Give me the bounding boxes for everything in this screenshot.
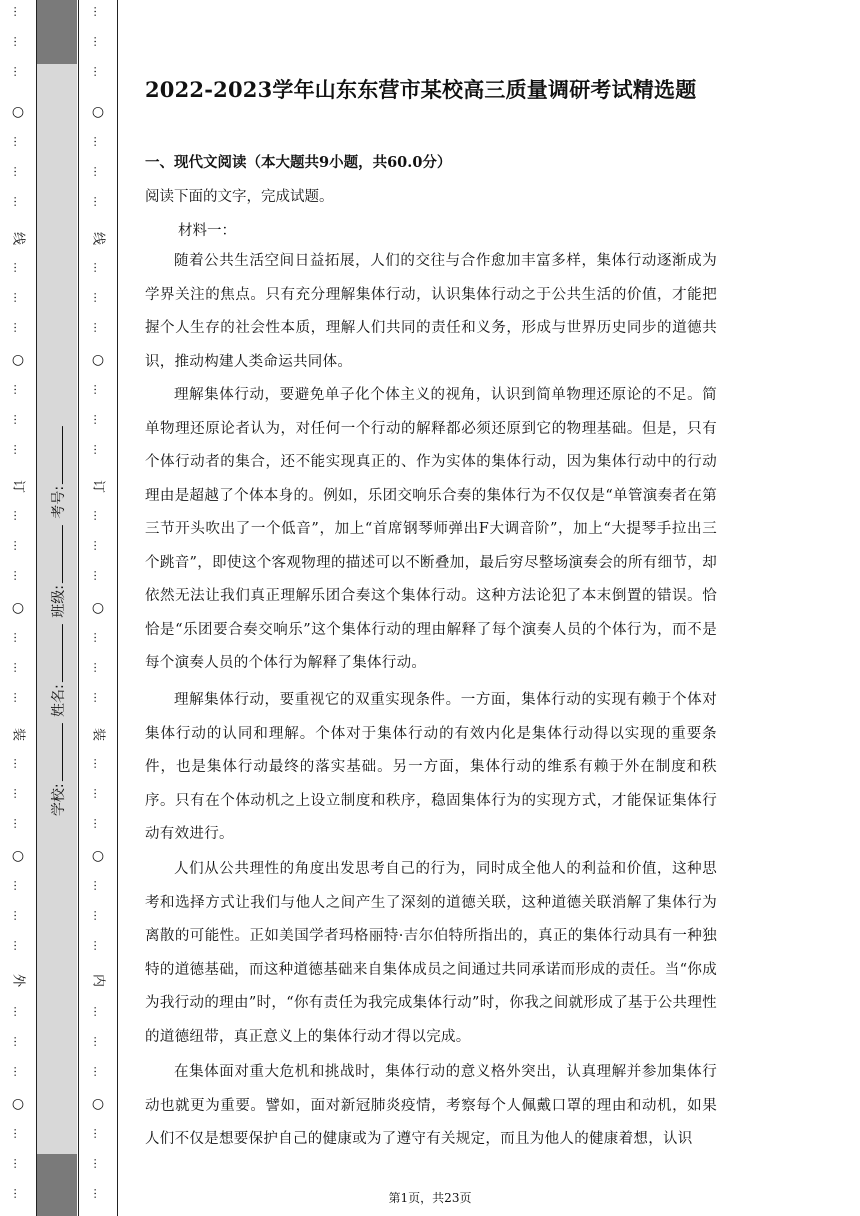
dots: … bbox=[11, 1066, 25, 1077]
dots: … bbox=[91, 940, 105, 951]
dots: … bbox=[11, 414, 25, 425]
dots: … bbox=[91, 66, 105, 77]
dots: … bbox=[11, 662, 25, 673]
page-title: 2022-2023学年山东东营市某校高三质量调研考试精选题 bbox=[145, 77, 697, 102]
dots: … bbox=[11, 818, 25, 829]
circle-marker: ○ bbox=[11, 352, 25, 368]
dots: … bbox=[91, 384, 105, 395]
margin-label-fold: 装 bbox=[90, 727, 106, 742]
dots: … bbox=[91, 444, 105, 455]
dots: … bbox=[11, 166, 25, 177]
class-label: 班级: bbox=[51, 585, 67, 618]
dots: … bbox=[91, 1006, 105, 1017]
dots: … bbox=[11, 1128, 25, 1139]
circle-marker: ○ bbox=[11, 848, 25, 864]
dots: … bbox=[11, 36, 25, 47]
dots: … bbox=[91, 1158, 105, 1169]
dots: … bbox=[11, 570, 25, 581]
margin-label-inner: 内 bbox=[90, 973, 106, 988]
dots: … bbox=[11, 910, 25, 921]
margin-label-bind: 订 bbox=[90, 479, 106, 494]
dots: … bbox=[11, 1158, 25, 1169]
dots: … bbox=[91, 570, 105, 581]
dots: … bbox=[91, 292, 105, 303]
paragraph-1: 随着公共生活空间日益拓展，人们的交往与合作愈加丰富多样，集体行动逐渐成为学界关注的焦点。只有充分理解集体行动，认识集体行动之于公共生活的价值，才能把握个人生存的社会性本质，理解人们共同的责任和义务，形成与世界历史同步的道德共识，推动构建人类命运共同体。 bbox=[145, 253, 717, 370]
paragraph-2: 理解集体行动，要避免单子化个体主义的视角，认识到简单物理还原论的不足。简单物理还原论者认为，对任何一个行动的解释都必须还原到它的物理基础。但是，只有个体行动者的集合，还不能实现真正的、作为实体的集体行动，因为集体行动中的行动理由是超越了个体本身的。例如，乐团交响乐合奏的集体行为不仅仅是“单管演奏者在第三节开头吹出了一个低音”，加上“首席钢琴师弹出F大调音阶”，加上“大提琴手拉出三个跳音”，即使这个客观物理的描述可以不断叠加，最后穷尽整场演奏会的所有细节，却依然无法让我们真正理解乐团合奏这个集体行动。这种方法论犯了本末倒置的错误。恰恰是“乐团要合奏交响乐”这个集体行动的理由解释了每个演奏人员的个体行为，而不是每个演奏人员的个体行为解释了集体行动。 bbox=[145, 387, 717, 671]
paragraph-3: 理解集体行动，要重视它的双重实现条件。一方面，集体行动的实现有赖于个体对集体行动的认同和理解。个体对于集体行动的有效内化是集体行动得以实现的重要条件，也是集体行动最终的落实基础。另一方面，集体行动的维系有赖于外在制度和秩序。只有在个体动机之上设立制度和秩序，稳固集体行为的实现方式，才能保证集体行动有效进行。 bbox=[145, 692, 717, 842]
dots: … bbox=[91, 818, 105, 829]
exam-number-label: 考号: bbox=[51, 485, 67, 519]
dots: … bbox=[91, 1036, 105, 1047]
dots: … bbox=[91, 632, 105, 643]
reading-instruction: 阅读下面的文字，完成试题。 bbox=[145, 189, 334, 205]
dots: … bbox=[91, 880, 105, 891]
name-blank[interactable] bbox=[50, 624, 63, 682]
dots: … bbox=[91, 758, 105, 769]
dots: … bbox=[11, 692, 25, 703]
dots: … bbox=[11, 632, 25, 643]
dots: … bbox=[11, 1188, 25, 1199]
circle-marker: ○ bbox=[91, 1096, 105, 1112]
circle-marker: ○ bbox=[11, 600, 25, 616]
dots: … bbox=[91, 414, 105, 425]
dots: … bbox=[11, 540, 25, 551]
dots: … bbox=[11, 788, 25, 799]
exam-number-blank[interactable] bbox=[50, 426, 63, 484]
student-info-fields bbox=[48, 424, 68, 816]
dots: … bbox=[11, 322, 25, 333]
circle-marker: ○ bbox=[11, 104, 25, 120]
school-label: 学校: bbox=[51, 783, 67, 817]
circle-marker: ○ bbox=[91, 352, 105, 368]
dots: … bbox=[91, 1066, 105, 1077]
dots: … bbox=[11, 940, 25, 951]
margin-label-outer: 外 bbox=[10, 973, 26, 988]
dots: … bbox=[91, 788, 105, 799]
margin-label-line: 线 bbox=[90, 231, 106, 246]
section-heading: 一、现代文阅读（本大题共9小题，共60.0分） bbox=[145, 154, 452, 171]
dots: … bbox=[11, 758, 25, 769]
outer-binding-line bbox=[8, 0, 28, 1216]
material-label: 材料一： bbox=[178, 223, 236, 239]
dots: … bbox=[11, 66, 25, 77]
dots: … bbox=[91, 6, 105, 17]
dots: … bbox=[11, 292, 25, 303]
dots: … bbox=[91, 196, 105, 207]
dots: … bbox=[91, 540, 105, 551]
inner-binding-line bbox=[88, 0, 108, 1216]
school-blank[interactable] bbox=[50, 723, 63, 781]
margin-label-bind: 订 bbox=[10, 479, 26, 494]
page-footer: 第1页，共23页 bbox=[388, 1191, 472, 1205]
dots: … bbox=[91, 662, 105, 673]
dots: … bbox=[11, 880, 25, 891]
dots: … bbox=[91, 692, 105, 703]
dots: … bbox=[11, 136, 25, 147]
circle-marker: ○ bbox=[91, 104, 105, 120]
circle-marker: ○ bbox=[91, 600, 105, 616]
margin-label-fold: 装 bbox=[10, 727, 26, 742]
dots: … bbox=[11, 1006, 25, 1017]
dots: … bbox=[91, 166, 105, 177]
circle-marker: ○ bbox=[11, 1096, 25, 1112]
dots: … bbox=[91, 910, 105, 921]
dots: … bbox=[91, 1128, 105, 1139]
dots: … bbox=[91, 262, 105, 273]
dots: … bbox=[91, 136, 105, 147]
paragraph-5: 在集体面对重大危机和挑战时，集体行动的意义格外突出，认真理解并参加集体行动也就更为重要。譬如，面对新冠肺炎疫情，考察每个人佩戴口罩的理由和动机，如果人们不仅是想要保护自己的健康或为了遵守有关规定，而且为他人的健康着想，认识 bbox=[145, 1064, 717, 1147]
dots: … bbox=[11, 1036, 25, 1047]
dots: … bbox=[91, 36, 105, 47]
dots: … bbox=[11, 510, 25, 521]
dots: … bbox=[11, 262, 25, 273]
student-info bbox=[40, 0, 76, 1216]
dots: … bbox=[11, 196, 25, 207]
dots: … bbox=[91, 322, 105, 333]
dots: … bbox=[91, 1188, 105, 1199]
dots: … bbox=[91, 510, 105, 521]
margin-label-line: 线 bbox=[10, 231, 26, 246]
dots: … bbox=[11, 6, 25, 17]
class-blank[interactable] bbox=[50, 525, 63, 583]
paragraph-4: 人们从公共理性的角度出发思考自己的行为，同时成全他人的利益和价值，这种思考和选择方式让我们与他人之间产生了深刻的道德关联，这种道德关联消解了集体行为离散的可能性。正如美国学者玛格丽特·吉尔伯特所指出的，真正的集体行动具有一种独特的道德基础，而这种道德基础来自集体成员之间通过共同承诺而形成的责任。当“你成为我行动的理由”时，“你有责任为我完成集体行动”时，你我之间就形成了基于公共理性的道德纽带，真正意义上的集体行动才得以完成。 bbox=[145, 861, 717, 1045]
name-label: 姓名: bbox=[51, 684, 67, 717]
dots: … bbox=[11, 384, 25, 395]
dots: … bbox=[11, 444, 25, 455]
circle-marker: ○ bbox=[91, 848, 105, 864]
